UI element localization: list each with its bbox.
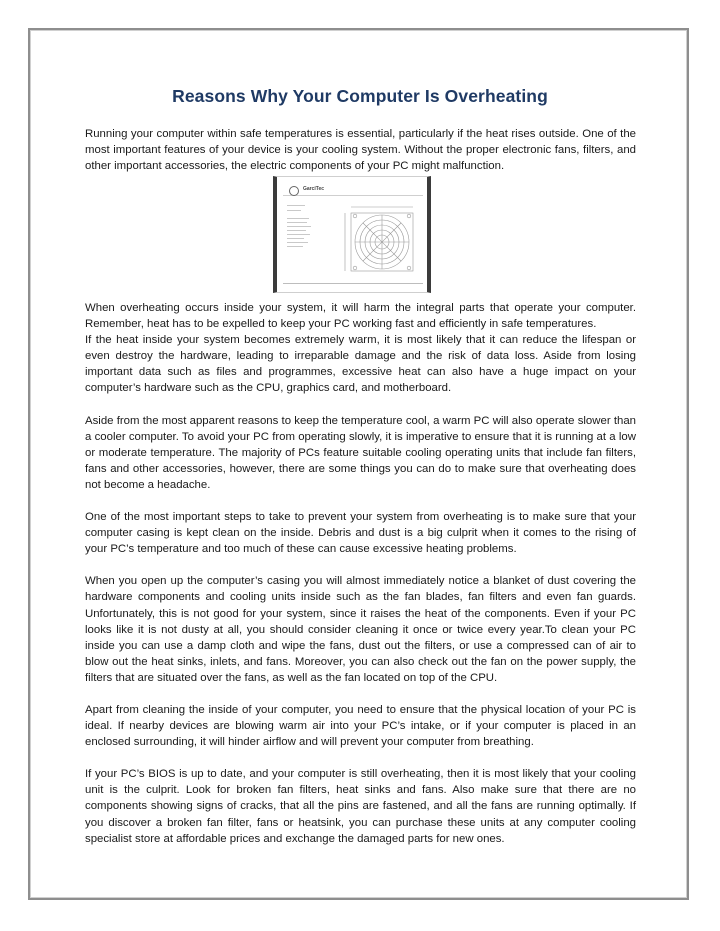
body-paragraph: Apart from cleaning the inside of your computer, you need to ensure that the physical location of your PC is ideal. If nearby devices are blowing warm air into your PC’s intake, or if your computer is placed in an enclosed surrounding, it will hinder airflow and will prevent your computer from breathing. — [85, 703, 636, 749]
document-title: Reasons Why Your Computer Is Overheating — [172, 86, 548, 106]
fan-guard-schematic-icon — [341, 201, 421, 277]
figure-text-line — [287, 226, 311, 227]
body-paragraph: Aside from the most apparent reasons to keep the temperature cool, a warm PC will also operate slower than a cooler computer. To avoid your PC from operating slowly, it is imperative to ensure that it is running at a low or moderate temperature. The majority of PCs feature suitable cooling operating units that include fan filters, fans and other accessories, however, there are some things you can do to make sure that overheating does not become a headache. — [85, 414, 636, 491]
figure-text-line — [287, 230, 306, 231]
body-paragraph: If your PC’s BIOS is up to date, and your computer is still overheating, then it is most likely that your cooling unit is the culprit. Look for broken fan filters, heat sinks and fans. Also make sure that there are no components showing signs of cracks, that all the pins are fastened, and all the fans are running optimally. If you discover a broken fan filter, fans or heatsink, you can purchase these units at any computer cooling specialist store at affordable prices and exchange the damaged parts for new ones. — [85, 768, 636, 845]
figure-text-line — [287, 205, 305, 206]
body-paragraph: If the heat inside your system becomes extremely warm, it is most likely that it can reduce the lifespan or even destroy the hardware, leading to irreparable damage and the risk of data loss. Aside from losing important data such as files and programmes, excessive heat can also have a huge impact on your computer’s hardware such as the CPU, graphics card, and motherboard. — [85, 334, 636, 395]
body-paragraph: When overheating occurs inside your system, it will harm the integral parts that operate your computer. Remember, heat has to be expelled to keep your PC working fast and efficiently in safe temperatures. — [85, 302, 636, 331]
figure-text-line — [287, 218, 309, 219]
intro-section — [85, 126, 636, 174]
figure-text-line — [287, 238, 304, 239]
article-body — [85, 300, 636, 847]
intro-paragraph: Running your computer within safe temperatures is essential, particularly if the heat rises outside. One of the most important features of your device is your cooling system. Without the proper electronic fans, filters, and other important accessories, the electric components of your PC might malfunction. — [85, 128, 636, 173]
figure-footer — [283, 283, 423, 287]
figure-text-line — [287, 234, 310, 235]
body-paragraph: When you open up the computer’s casing you will almost immediately notice a blanket of dust covering the hardware components and cooling units inside such as the fan blades, fan filters and even fan guards. Unfortunately, this is not good for your system, since it raises the heat of the components. Even if your PC looks like it is not dusty at all, you should consider cleaning it once or twice every year.To clean your PC inside you can use a damp cloth and wipe the fans, dust out the filters, or use a compressed can of air to blow out the heat sinks, inlets, and fans. Moreover, you can also check out the fan on the power supply, the filters that are situated over the fans, as well as the fan located on top of the CPU. — [85, 575, 636, 684]
figure-text-line — [287, 246, 303, 247]
figure-logo-text: GarciTec — [303, 186, 325, 192]
body-paragraph: One of the most important steps to take to prevent your system from overheating is to make sure that your computer casing is kept clean on the inside. Debris and dust is a big culprit when it comes to the rising of your PC’s temperature and too much of these can cause excessive heating problems. — [85, 511, 636, 556]
figure-text-line — [287, 242, 308, 243]
figure-header — [283, 183, 423, 196]
figure-text-line — [287, 210, 301, 211]
product-drawing-figure — [273, 176, 431, 293]
brand-logo-icon — [289, 186, 299, 196]
figure-text-line — [287, 222, 307, 223]
